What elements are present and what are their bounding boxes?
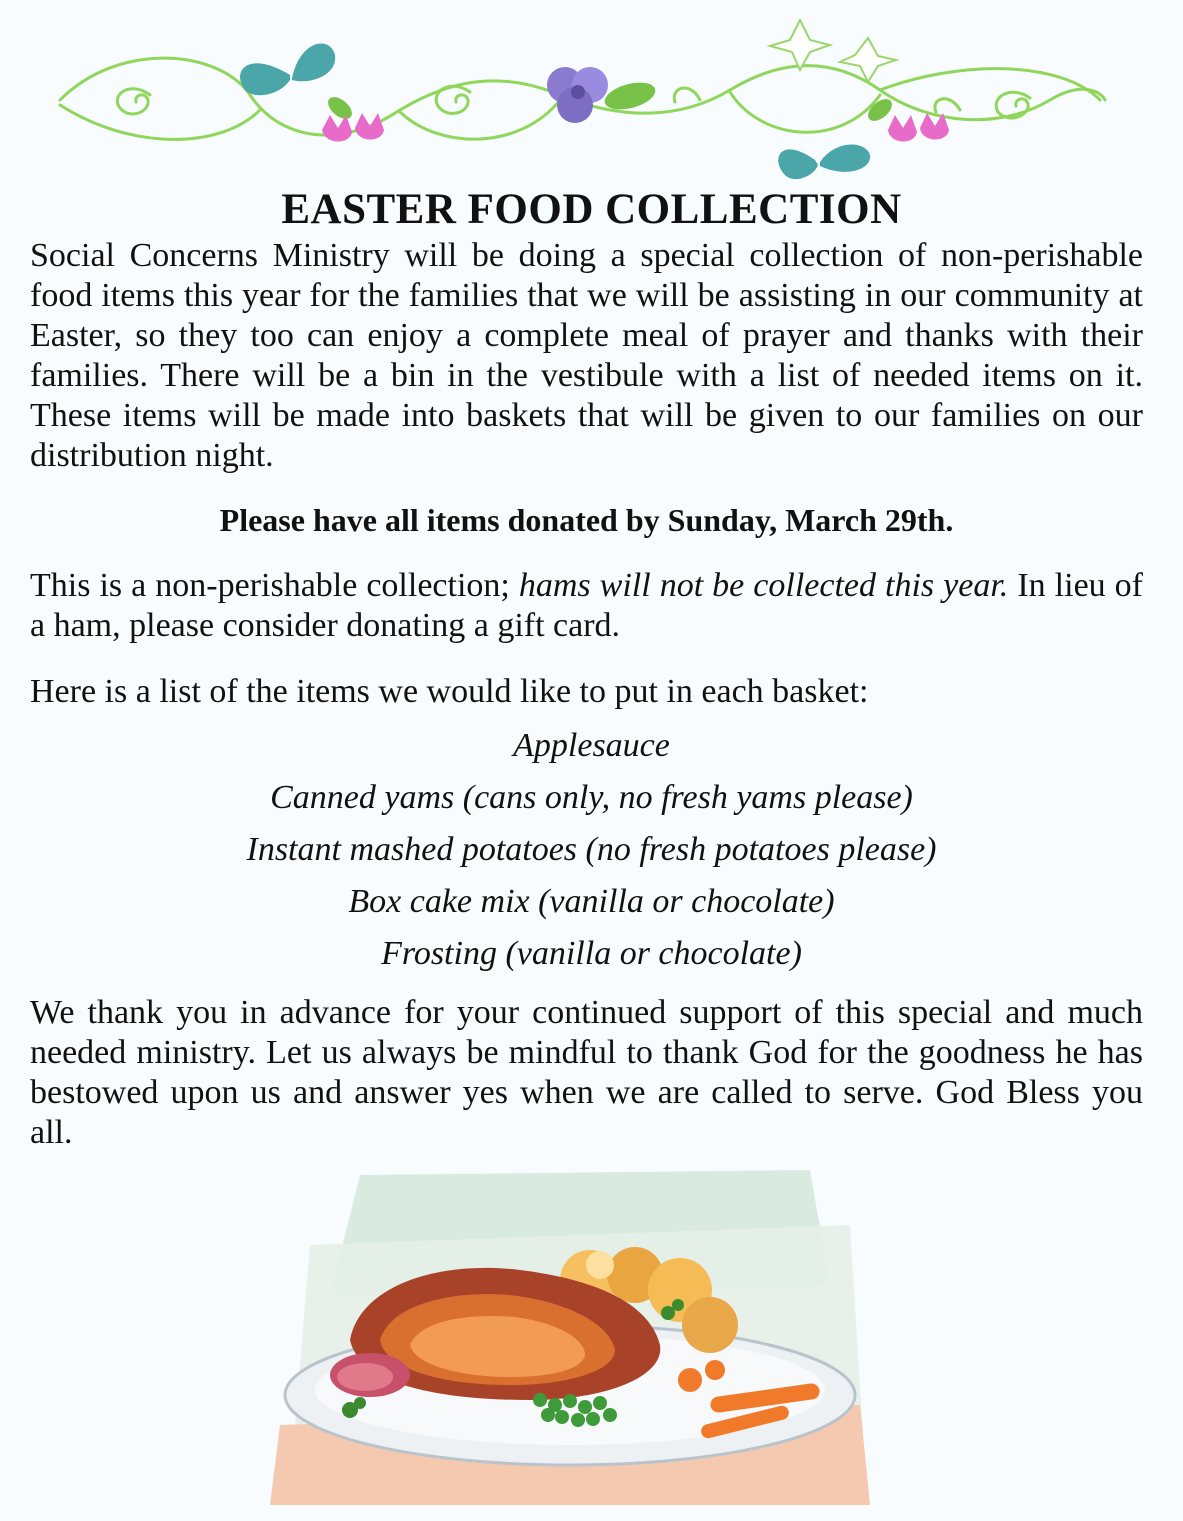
nonperishable-emphasis: hams will not be collected this year. [518, 567, 1009, 604]
floral-banner [0, 0, 1183, 190]
deadline-notice: Please have all items donated by Sunday, March 29th. [219, 502, 954, 538]
list-item: Applesauce [513, 727, 670, 764]
nonperishable-lead: This is a non-perishable collection; [30, 567, 519, 604]
thanks-paragraph: We thank you in advance for your continued support of this special and much needed ministry. Let us always be mindful to thank God for the goodness he has bestowed upon us and answer yes when we are called to serve. God Bless you all. [30, 994, 1143, 1151]
list-item: Frosting (vanilla or chocolate) [381, 935, 802, 972]
page-title: EASTER FOOD COLLECTION [281, 186, 902, 233]
nonperishable-tail: In lieu of a ham, please consider donating a gift card. [30, 567, 1144, 644]
list-item: Instant mashed potatoes (no fresh potatoes please) [246, 831, 937, 868]
list-intro: Here is a list of the items we would like to put in each basket: [30, 673, 869, 710]
ham-dinner-illustration [270, 1165, 870, 1505]
intro-paragraph: Social Concerns Ministry will be doing a special collection of non-perishable food items this year for the families that we will be assisting in our community at Easter, so they too can enjoy a complete meal of prayer and thanks with their families. There will be a bin in the vestibule with a list of needed items on it. These items will be made into baskets that will be given to our families on our distribution night. [30, 237, 1143, 474]
nonperishable-paragraph [30, 566, 1143, 646]
pansy-flower-icon [547, 67, 608, 123]
list-item: Canned yams (cans only, no fresh yams please) [270, 779, 913, 816]
list-item: Box cake mix (vanilla or chocolate) [348, 883, 835, 920]
butterfly-icon-2 [778, 145, 870, 180]
items-list [0, 720, 1183, 980]
butterfly-icon [240, 43, 335, 95]
